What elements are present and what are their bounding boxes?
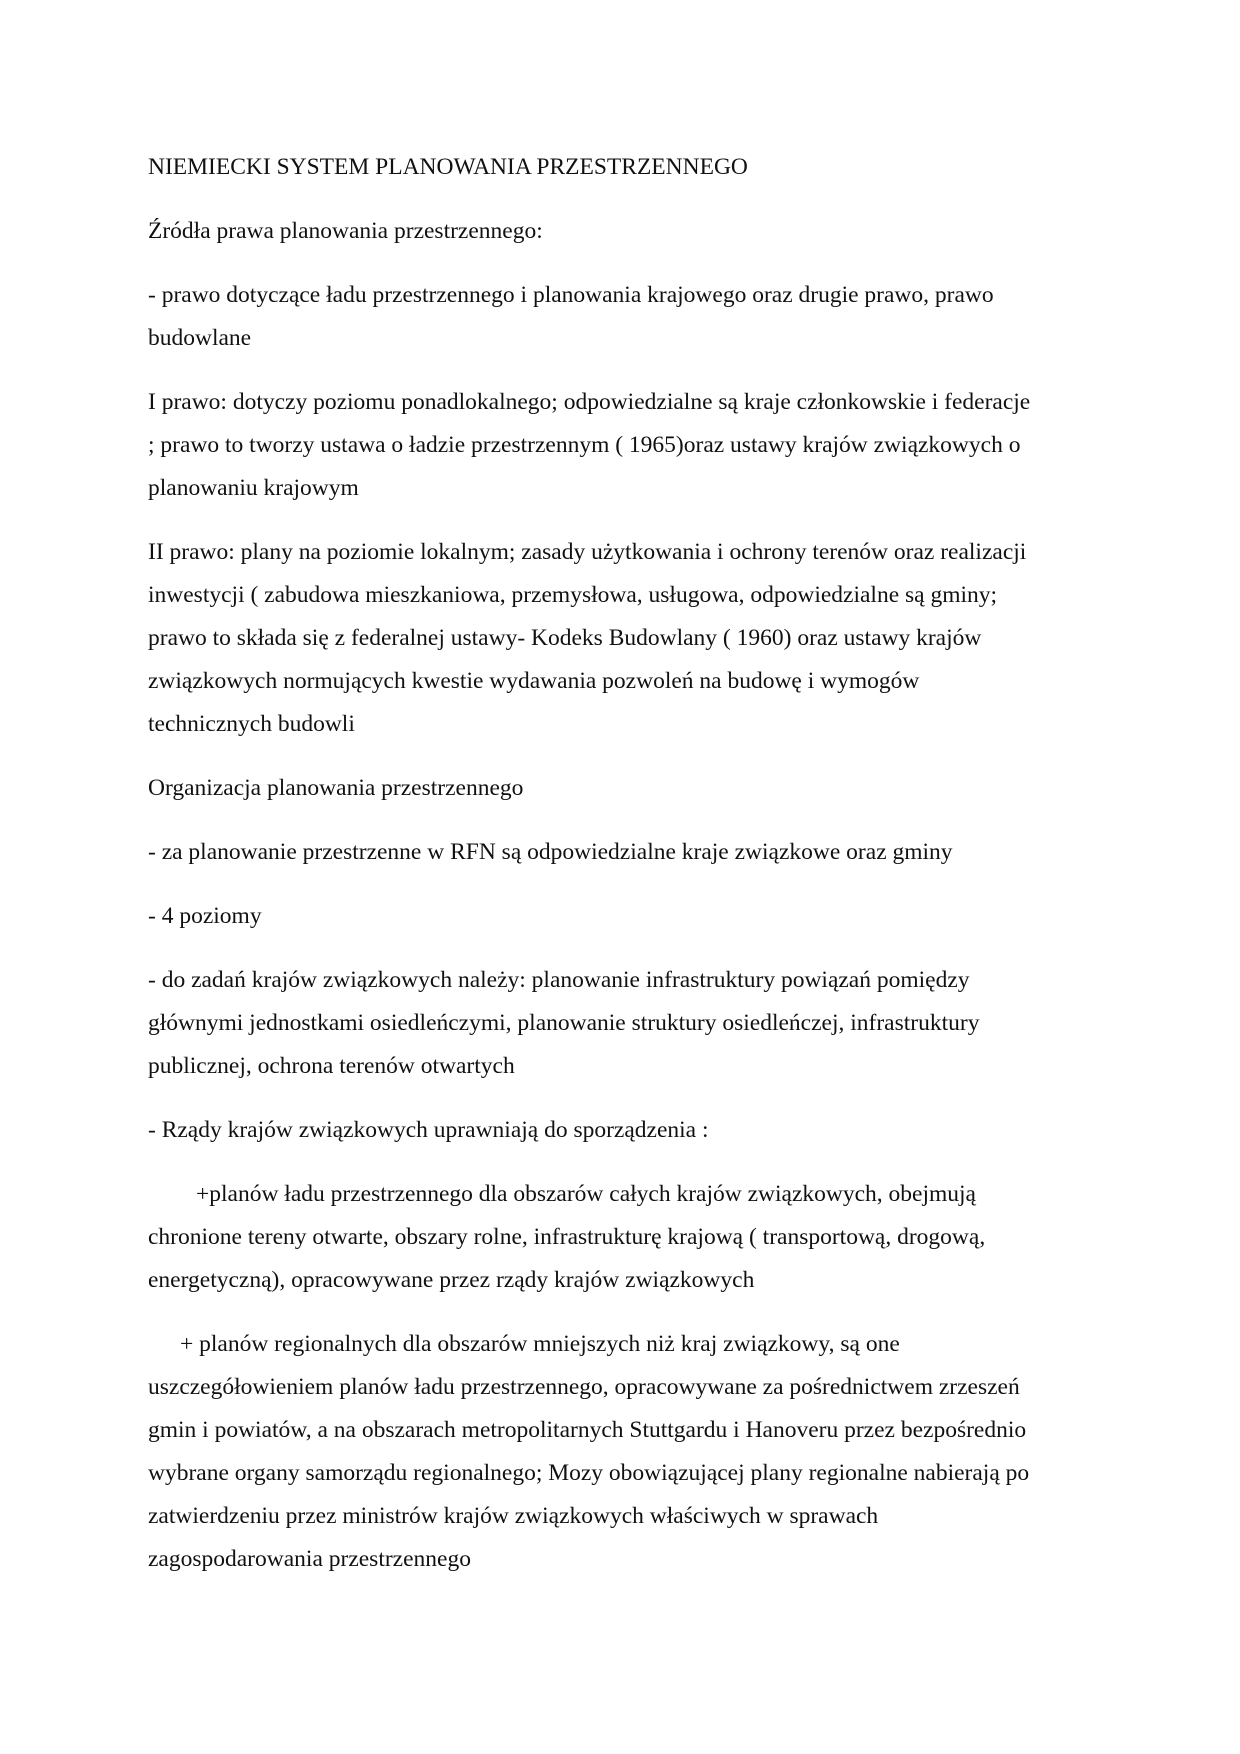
text-line: uszczegółowieniem planów ładu przestrzennego, opracowywane za pośrednictwem zrzeszeń [148, 1374, 1020, 1400]
text-line: - 4 poziomy [148, 903, 262, 929]
text-line: publicznej, ochrona terenów otwartych [148, 1053, 515, 1079]
text-line: - prawo dotyczące ładu przestrzennego i planowania krajowego oraz drugie prawo, prawo [148, 282, 994, 308]
text-line: zagospodarowania przestrzennego [148, 1546, 471, 1572]
text-line: wybrane organy samorządu regionalnego; Mozy obowiązującej plany regionalne nabierają po [148, 1460, 1030, 1486]
paragraph-plans-regional [148, 1323, 1098, 1581]
document-title [148, 146, 1098, 189]
section-heading-organization [148, 767, 1098, 810]
text-line: + planów regionalnych dla obszarów mniejszych niż kraj związkowy, są one [180, 1331, 900, 1357]
text-line: NIEMIECKI SYSTEM PLANOWANIA PRZESTRZENNEGO [148, 154, 748, 180]
section-heading-sources [148, 210, 1098, 253]
text-line: planowaniu krajowym [148, 475, 359, 501]
text-line: - Rządy krajów związkowych uprawniają do sporządzenia : [148, 1117, 709, 1143]
text-line: - za planowanie przestrzenne w RFN są odpowiedzialne kraje związkowe oraz gminy [148, 839, 953, 865]
text-line: I prawo: dotyczy poziomu ponadlokalnego; odpowiedzialne są kraje członkowskie i federacje [148, 389, 1031, 415]
text-line: +planów ładu przestrzennego dla obszarów całych krajów związkowych, obejmują [196, 1181, 976, 1207]
text-line: głównymi jednostkami osiedleńczymi, planowanie struktury osiedleńczej, infrastruktury [148, 1010, 980, 1036]
text-line: II prawo: plany na poziomie lokalnym; zasady użytkowania i ochrony terenów oraz realizacji [148, 539, 1027, 565]
text-line: energetyczną), opracowywane przez rządy krajów związkowych [148, 1267, 755, 1293]
text-line: gmin i powiatów, a na obszarach metropolitarnych Stuttgardu i Hanoveru przez bezpośrednio [148, 1417, 1027, 1443]
text-line: Organizacja planowania przestrzennego [148, 775, 524, 801]
text-line: technicznych budowli [148, 711, 355, 737]
text-line: inwestycji ( zabudowa mieszkaniowa, przemysłowa, usługowa, odpowiedzialne są gminy; [148, 582, 998, 608]
text-line: - do zadań krajów związkowych należy: planowanie infrastruktury powiązań pomiędzy [148, 967, 970, 993]
text-line: prawo to składa się z federalnej ustawy- Kodeks Budowlany ( 1960) oraz ustawy krajów [148, 625, 982, 651]
text-line: budowlane [148, 325, 252, 351]
document-body [148, 146, 1098, 1602]
paragraph-org-tasks [148, 959, 1098, 1088]
text-line: Źródła prawa planowania przestrzennego: [148, 218, 543, 244]
text-line: zatwierdzeniu przez ministrów krajów związkowych właściwych w sprawach [148, 1503, 879, 1529]
text-line: związkowych normujących kwestie wydawania pozwoleń na budowę i wymogów [148, 668, 920, 694]
paragraph-law-one [148, 381, 1098, 510]
paragraph-org-responsible [148, 831, 1098, 874]
paragraph-org-governments [148, 1109, 1098, 1152]
paragraph-law-two [148, 531, 1098, 746]
text-line: chronione tereny otwarte, obszary rolne, infrastrukturę krajową ( transportową, drogową, [148, 1224, 986, 1250]
paragraph-org-levels [148, 895, 1098, 938]
text-line: ; prawo to tworzy ustawa o ładzie przestrzennym ( 1965)oraz ustawy krajów związkowych o [148, 432, 1021, 458]
paragraph-plans-spatial [148, 1173, 1098, 1302]
paragraph-law-intro [148, 274, 1098, 360]
